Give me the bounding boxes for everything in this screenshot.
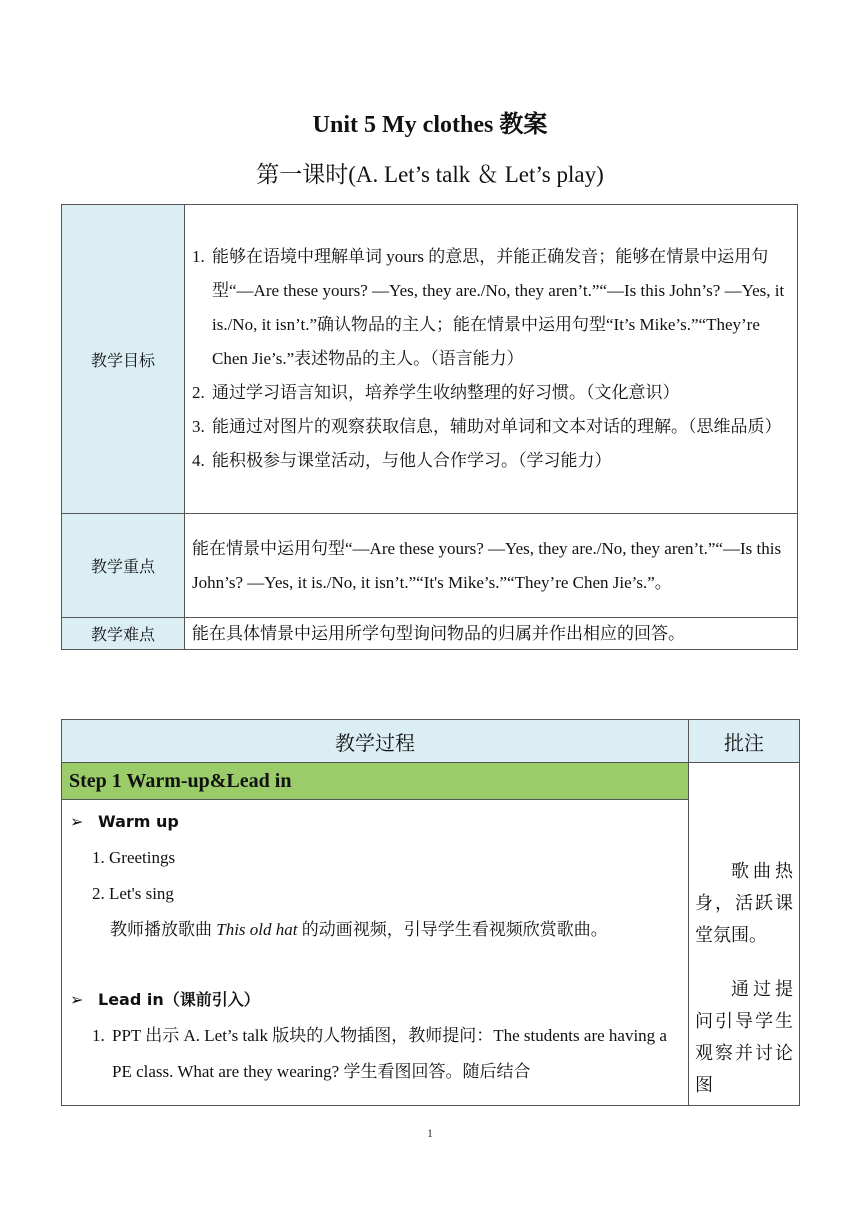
- difficulty-text: 能在具体情景中运用所学句型询问物品的归属并作出相应的回答。: [185, 618, 798, 650]
- step1-body: [62, 800, 689, 1106]
- document-subtitle: 第一课时(A. Let’s talk ＆ Let’s play): [256, 162, 604, 187]
- page-number: 1: [427, 1126, 433, 1140]
- warmup-description: 教师播放歌曲 This old hat 的动画视频，引导学生看视频欣赏歌曲。: [110, 920, 608, 939]
- warmup-item: 1. Greetings: [92, 848, 176, 867]
- key-points-text: 能在情景中运用句型“—Are these yours? —Yes, they are./No, they aren’t.”“—Is this John’s? —Yes, it is./No, it isn’t.”“It's Mike’s.”“They’re Chen Jie’s.”。: [185, 514, 798, 618]
- step1-title: Step 1 Warm-up&Lead in: [62, 763, 689, 800]
- song-title: This old hat: [216, 920, 298, 939]
- goals-label: 教学目标: [62, 205, 185, 514]
- goals-cell: [185, 205, 798, 514]
- difficulty-label: 教学难点: [62, 618, 185, 650]
- process-table: [61, 719, 800, 1106]
- leadin-item: 1. PPT 出示 A. Let’s talk 版块的人物插图，教师提问：The students are having a PE class. What are they wearing? 学生看图回答。随后结合: [92, 1026, 667, 1081]
- notes-cell: [689, 763, 800, 1106]
- process-header: 教学过程: [62, 720, 689, 763]
- key-points-label: 教学重点: [62, 514, 185, 618]
- goals-table: [61, 204, 798, 650]
- goal-item: 1. 能够在语境中理解单词 yours 的意思，并能正确发音；能够在情景中运用句型“—Are these yours? —Yes, they are./No, they aren’t.”“—Is this John’s? —Yes, it is./No, it isn’t.”确认物品的主人；能在情景中运用句型“It’s Mike’s.”“They’re Chen Jie’s.”表述物品的主人。（语言能力）: [192, 247, 785, 368]
- document-title: Unit 5 My clothes 教案: [312, 112, 548, 138]
- leadin-heading: ➢ Lead in（课前引入）: [70, 982, 682, 1018]
- goal-item: 3. 能通过对图片的观察获取信息，辅助对单词和文本对话的理解。（思维品质）: [192, 417, 782, 436]
- arrow-bullet-icon: ➢: [70, 990, 84, 1009]
- goal-item: 2. 通过学习语言知识，培养学生收纳整理的好习惯。（文化意识）: [192, 383, 680, 402]
- notes-header: 批注: [689, 720, 800, 763]
- note-warmup: 歌曲热身，活跃课堂氛围。: [695, 861, 793, 945]
- note-leadin: 通过提问引导学生观察并讨论图: [695, 979, 793, 1095]
- goal-item: 4. 能积极参与课堂活动，与他人合作学习。（学习能力）: [192, 451, 612, 470]
- arrow-bullet-icon: ➢: [70, 812, 84, 831]
- warmup-heading: ➢ Warm up: [70, 804, 682, 840]
- warmup-item: 2. Let's sing: [92, 884, 174, 903]
